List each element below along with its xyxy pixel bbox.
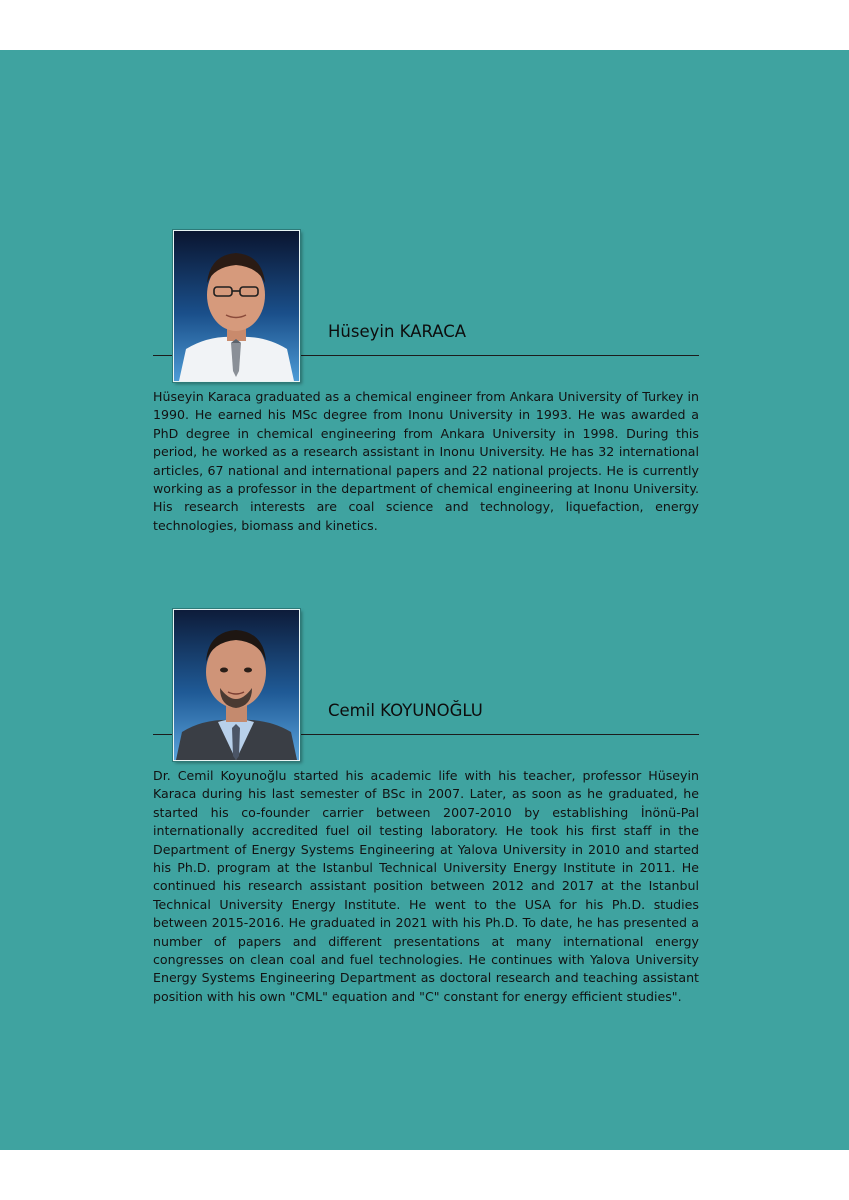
portrait-photo-icon [173,609,300,761]
person-name: Hüseyin KARACA [328,322,467,341]
bio-header [153,230,699,384]
person-name: Cemil KOYUNOĞLU [328,701,483,720]
bio-section-karaca [153,230,699,535]
bio-header [153,609,699,763]
bio-section-koyunoglu [153,609,699,1006]
bio-paragraph: Dr. Cemil Koyunoğlu started his academic life with his teacher, professor Hüseyin Karaca during his last semester of BSc in 2007. Later, as soon as he graduated, he started his co-founder carrier between 2007-2010 by establishing İnönü-Pal internationally accredited fuel oil testing laboratory. He took his first staff in the Department of Energy Systems Engineering at Yalova University in 2010 and started his Ph.D. program at the Istanbul Technical University Energy Institute in 2011. He continued his research assistant position between 2012 and 2017 at the Istanbul Technical University Energy Institute. He went to the USA for his Ph.D. studies between 2015-2016. He graduated in 2021 with his Ph.D. To date, he has presented a number of papers and different presentations at many international energy congresses on clean coal and fuel technologies. He continues with Yalova University Energy Systems Engineering Department as doctoral research and teaching assistant position with his own "CML" equation and "C" constant for energy efficient studies". [153,768,699,1004]
teal-content-panel [0,50,849,1150]
portrait-photo-icon [173,230,300,382]
bio-paragraph: Hüseyin Karaca graduated as a chemical engineer from Ankara University of Turkey in 1990. He earned his MSc degree from Inonu University in 1993. He was awarded a PhD degree in chemical engineering from Ankara University in 1998. During this period, he worked as a research assistant in Inonu University. He has 32 international articles, 67 national and international papers and 22 national projects. He is currently working as a professor in the department of chemical engineering at Inonu University. His research interests are coal science and technology, liquefaction, energy technologies, biomass and kinetics. [153,389,699,533]
